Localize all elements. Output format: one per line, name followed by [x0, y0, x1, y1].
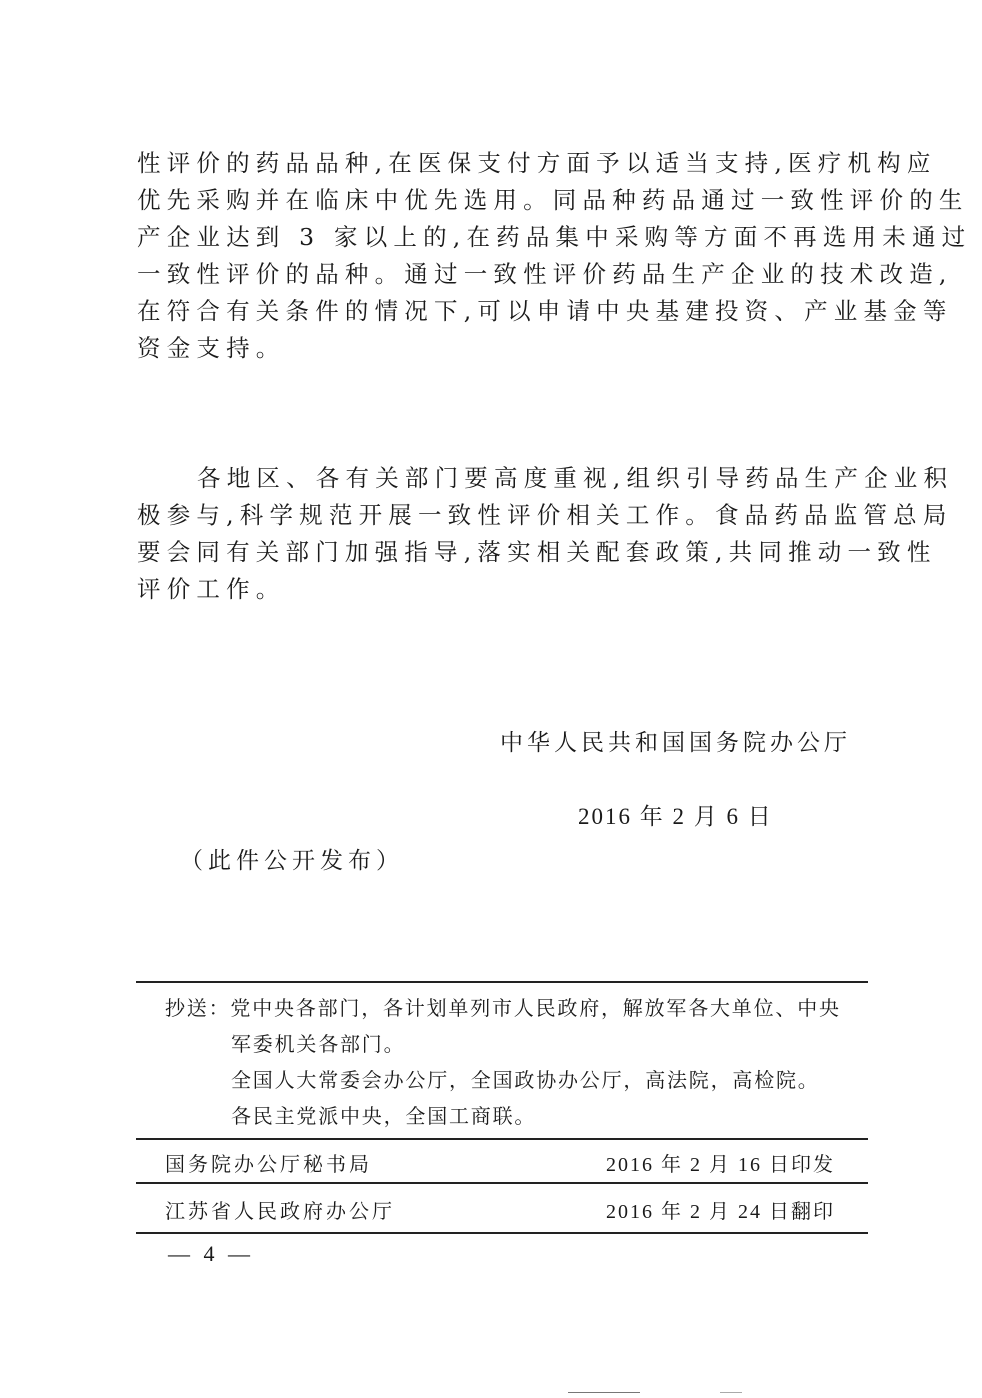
text-line: 一致性评价的品种。通过一致性评价药品生产企业的技术改造,: [137, 260, 953, 288]
text-line: 产企业达到 3 家以上的,在药品集中采购等方面不再选用未通过: [137, 223, 972, 251]
text-line: 性评价的药品品种,在医保支付方面予以适当支持,医疗机构应: [137, 149, 937, 177]
cc-label: 抄送：: [165, 996, 231, 1020]
text-line: 在符合有关条件的情况下,可以申请中央基建投资、产业基金等: [137, 297, 953, 325]
divider: [136, 1182, 868, 1184]
cc-first-row: [165, 990, 865, 1026]
cc-line: 军委机关各部门。: [231, 1032, 406, 1056]
page-number: — 4 —: [168, 1241, 254, 1266]
text-line: 资金支持。: [137, 334, 286, 362]
issuance-date: 2016 年 2 月 16 日印发: [606, 1154, 835, 1176]
issuance-row: [165, 1148, 835, 1177]
scan-artifact: [568, 1392, 640, 1393]
signature-date: 2016 年 2 月 6 日: [578, 804, 773, 829]
cc-section: [165, 990, 865, 1134]
text-line: 极参与,科学规范开展一致性评价相关工作。食品药品监管总局: [137, 501, 953, 529]
cc-line: 各民主党派中央，全国工商联。: [231, 1104, 537, 1128]
public-release-note: （此件公开发布）: [180, 848, 404, 874]
divider-bottom: [136, 1232, 868, 1234]
divider: [136, 1138, 868, 1140]
divider-top: [136, 981, 868, 983]
text-line: 要会同有关部门加强指导,落实相关配套政策,共同推动一致性: [137, 538, 937, 566]
text-line: 评价工作。: [137, 575, 286, 603]
issuing-office: 国务院办公厅秘书局: [165, 1152, 372, 1176]
scan-artifact: [720, 1392, 742, 1393]
body-paragraph-2: [137, 460, 954, 608]
issuance-date: 2016 年 2 月 24 日翻印: [606, 1201, 835, 1223]
issuance-row: [165, 1195, 835, 1224]
cc-line: 全国人大常委会办公厅，全国政协办公厅，高法院，高检院。: [231, 1068, 820, 1092]
cc-line: 党中央各部门，各计划单列市人民政府，解放军各大单位、中央: [230, 996, 841, 1020]
signature-organization: 中华人民共和国国务院办公厅: [500, 730, 851, 756]
body-paragraph-1: [137, 145, 972, 367]
text-line: 各地区、各有关部门要高度重视,组织引导药品生产企业积: [197, 464, 954, 492]
text-line: 优先采购并在临床中优先选用。同品种药品通过一致性评价的生: [137, 186, 969, 214]
issuing-office: 江苏省人民政府办公厅: [165, 1199, 395, 1223]
